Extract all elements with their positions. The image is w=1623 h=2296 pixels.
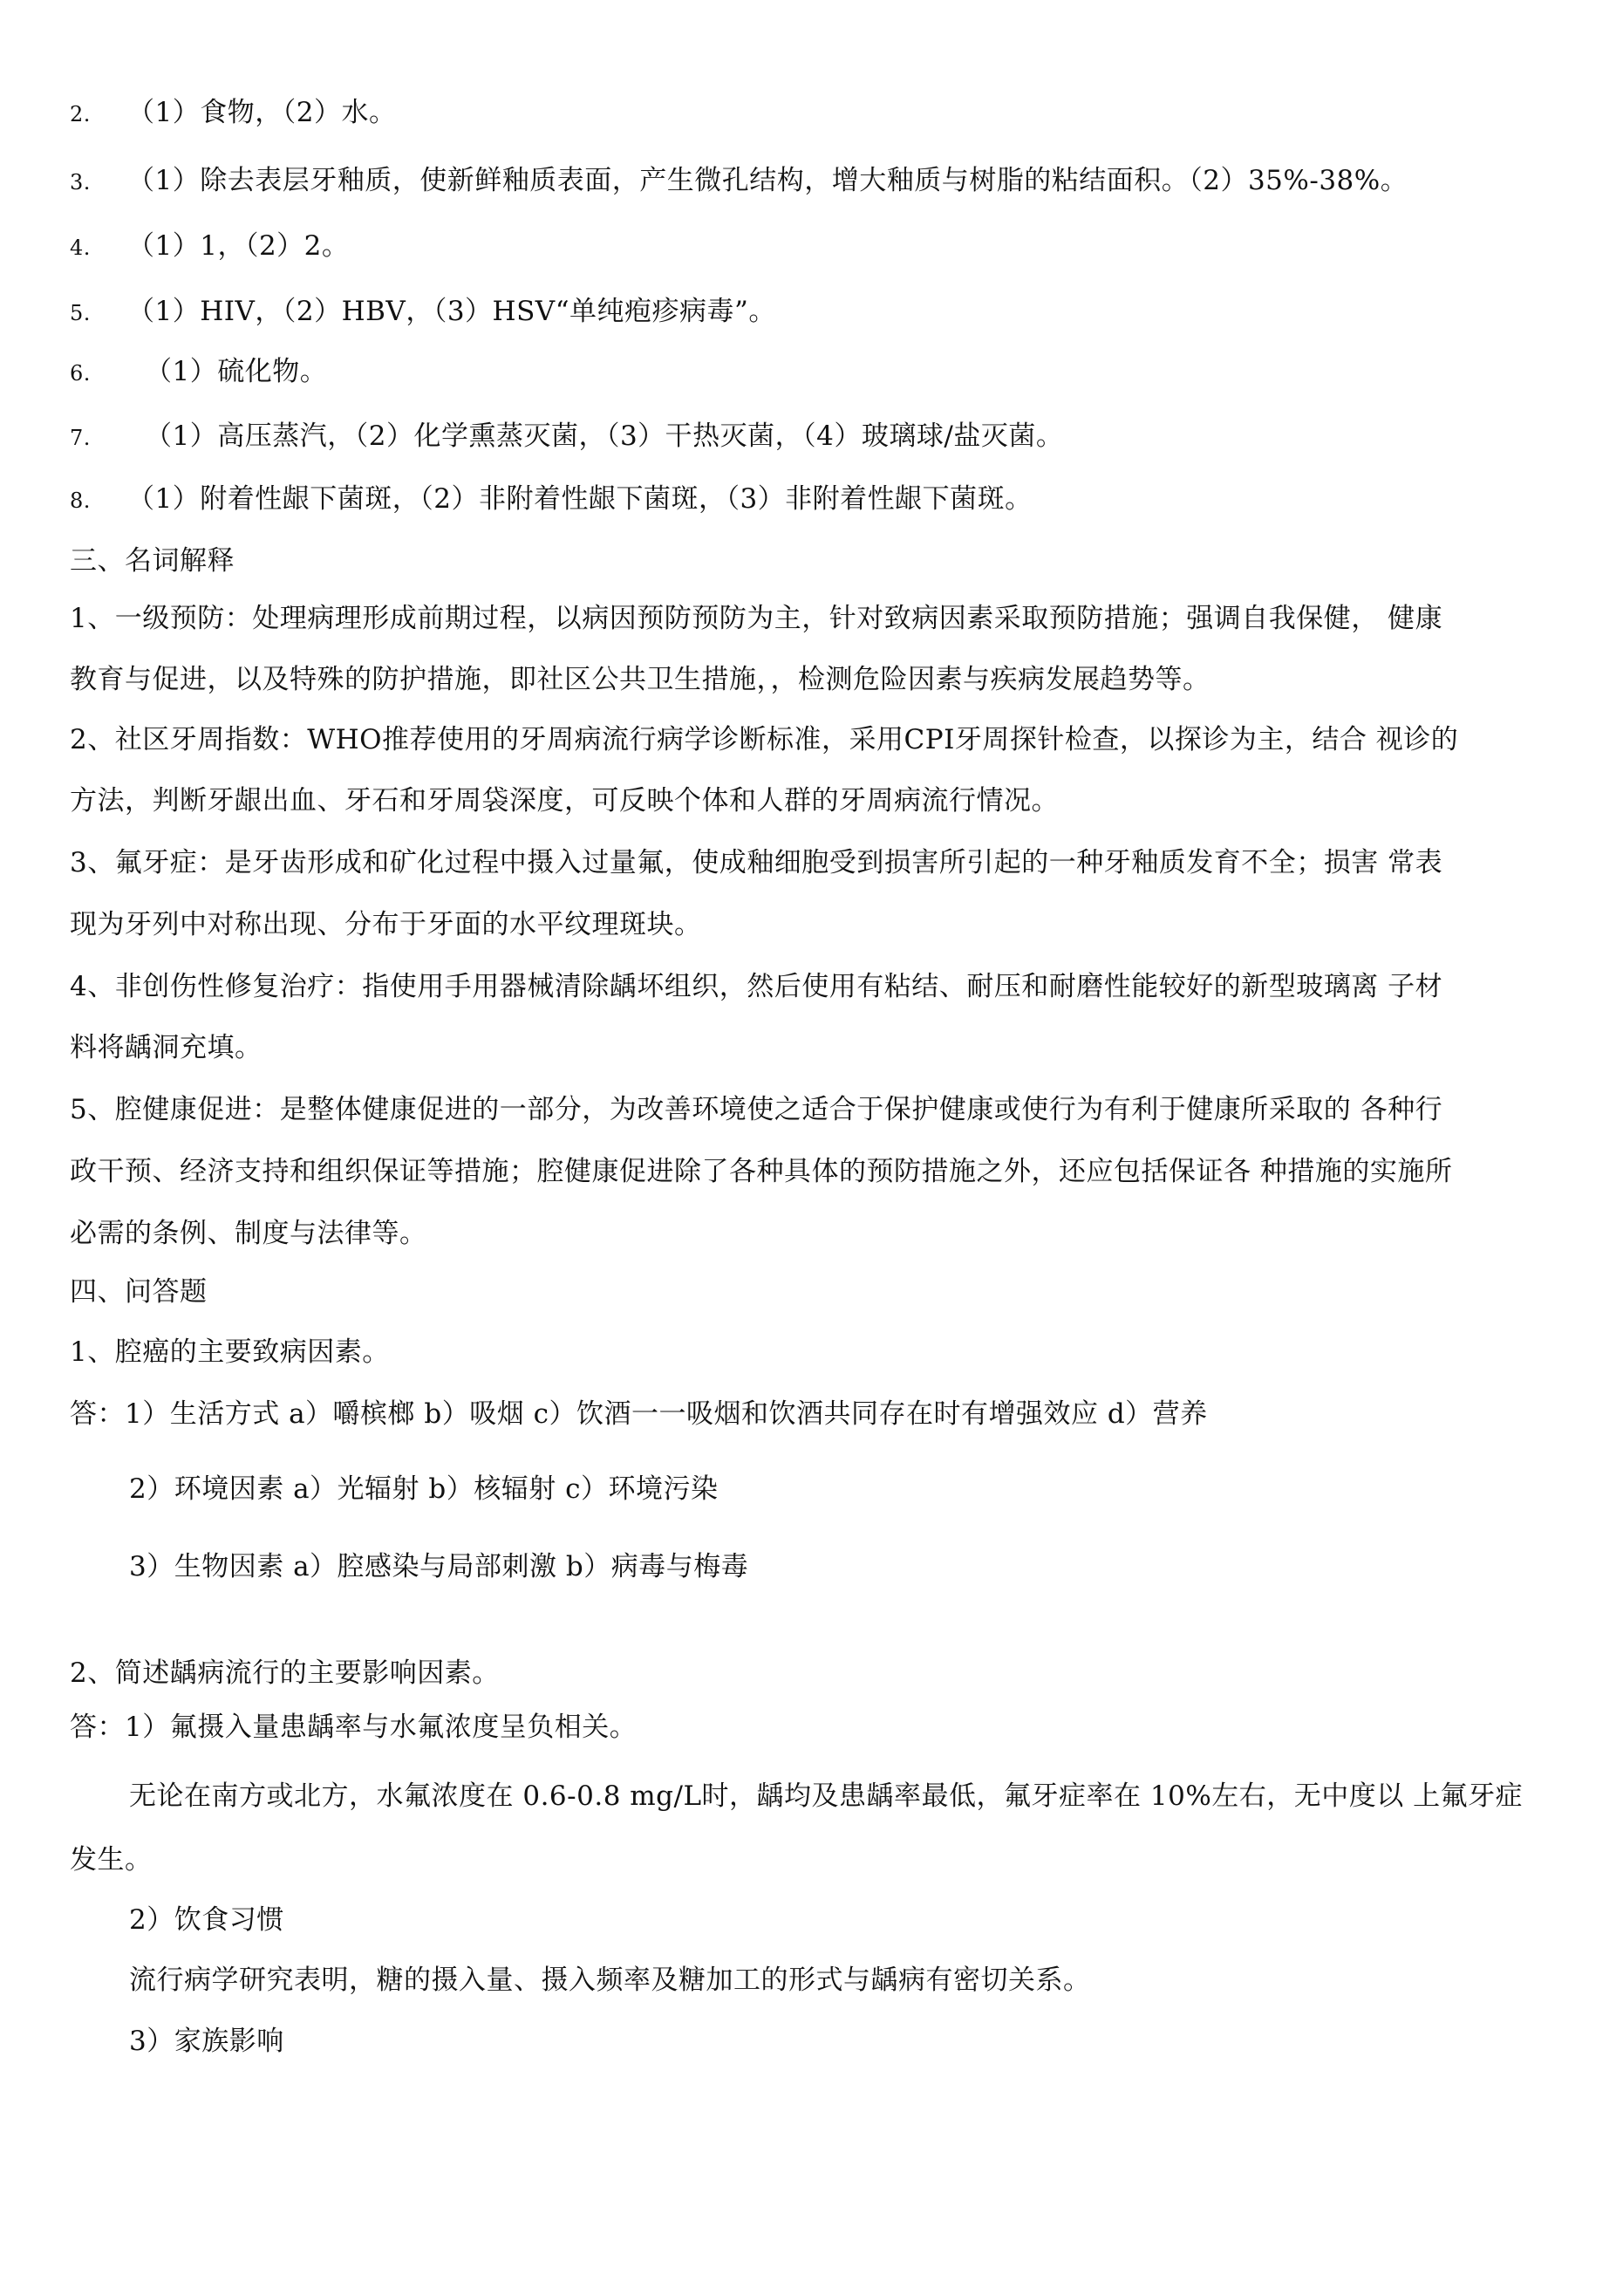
item-number: 3.	[70, 170, 91, 195]
item-number: 8.	[70, 489, 91, 513]
section-heading-qa: 四、问答题	[70, 1276, 208, 1308]
item-number: 4.	[70, 236, 91, 260]
item-text: （1）HIV，（2）HBV，（3）HSV“单纯疱疹病毒”。	[127, 296, 776, 327]
item-text: （1）除去表层牙釉质，使新鲜釉质表面，产生微孔结构，增大釉质与树脂的粘结面积。（2）35%-38%。	[127, 165, 1408, 196]
definition-line: 现为牙列中对称出现、分布于牙面的水平纹理斑块。	[70, 909, 702, 940]
item-text: （1）食物，（2）水。	[127, 97, 397, 128]
definition-line: 方法，判断牙龈出血、牙石和牙周袋深度，可反映个体和人群的牙周病流行情况。	[70, 785, 1059, 817]
item-number: 5.	[70, 301, 91, 325]
blank-answer-5	[70, 294, 776, 331]
item-number: 2.	[70, 102, 91, 126]
item-text: （1）硫化物。	[145, 356, 328, 387]
answer-paragraph: 发生。	[70, 1844, 153, 1876]
definition-line: 政干预、经济支持和组织保证等措施；腔健康促进除了各种具体的预防措施之外，还应包括保证各 种措施的实施所	[70, 1156, 1453, 1187]
definition-line: 料将龋洞充填。	[70, 1032, 263, 1063]
answer-line: 答：1）氟摄入量患龋率与水氟浓度呈负相关。	[70, 1712, 638, 1743]
answer-line: 答：1）生活方式 a）嚼槟榔 b）吸烟 c）饮酒一一吸烟和饮酒共同存在时有增强效应 d）营养	[70, 1398, 1208, 1430]
definition-line: 5、腔健康促进：是整体健康促进的一部分，为改善环境使之适合于保护健康或使行为有利于健康所采取的 各种行	[70, 1094, 1443, 1125]
item-text: （1）附着性龈下菌斑，（2）非附着性龈下菌斑，（3）非附着性龈下菌斑。	[127, 483, 1033, 515]
item-number: 7.	[70, 426, 91, 450]
blank-answer-6	[70, 354, 327, 391]
blank-answer-3	[70, 163, 1408, 200]
item-text: （1）1，（2）2。	[127, 230, 350, 262]
definition-line: 3、氟牙症：是牙齿形成和矿化过程中摄入过量氟，使成釉细胞受到损害所引起的一种牙釉质发育不全；损害 常表	[70, 847, 1443, 878]
definition-line: 必需的条例、制度与法律等。	[70, 1218, 427, 1249]
answer-line: 2）饮食习惯	[129, 1904, 284, 1936]
definition-line: 4、非创伤性修复治疗：指使用手用器械清除龋坏组织，然后使用有粘结、耐压和耐磨性能较好的新型玻璃离 子材	[70, 971, 1443, 1002]
blank-answer-4	[70, 229, 349, 265]
item-text: （1）高压蒸汽，（2）化学熏蒸灭菌，（3）干热灭菌，（4）玻璃球/盐灭菌。	[145, 420, 1064, 452]
blank-answer-8	[70, 482, 1033, 518]
definition-line: 2、社区牙周指数：WHO推荐使用的牙周病流行病学诊断标准，采用CPI牙周探针检查，以探诊为主，结合 视诊的	[70, 724, 1459, 755]
section-heading-definitions: 三、名词解释	[70, 545, 235, 577]
blank-answer-2	[70, 95, 396, 132]
question-2: 2、简述龋病流行的主要影响因素。	[70, 1657, 500, 1689]
answer-line: 2）环境因素 a）光辐射 b）核辐射 c）环境污染	[129, 1473, 719, 1505]
answer-line: 3）生物因素 a）腔感染与局部刺激 b）病毒与梅毒	[129, 1551, 749, 1582]
answer-paragraph: 无论在南方或北方，水氟浓度在 0.6-0.8 mg/L时，龋均及患龋率最低，氟牙症率在 10%左右，无中度以 上氟牙症	[129, 1780, 1524, 1812]
definition-line: 1、一级预防：处理病理形成前期过程，以病因预防预防为主，针对致病因素采取预防措施；强调自我保健， 健康	[70, 603, 1443, 634]
question-1: 1、腔癌的主要致病因素。	[70, 1336, 390, 1368]
blank-answer-7	[70, 419, 1063, 455]
item-number: 6.	[70, 361, 91, 386]
answer-line: 3）家族影响	[129, 2026, 284, 2057]
answer-paragraph: 流行病学研究表明，糖的摄入量、摄入频率及糖加工的形式与龋病有密切关系。	[129, 1965, 1091, 1996]
definition-line: 教育与促进，以及特殊的防护措施，即社区公共卫生措施，，检测危险因素与疾病发展趋势等。	[70, 664, 1210, 695]
